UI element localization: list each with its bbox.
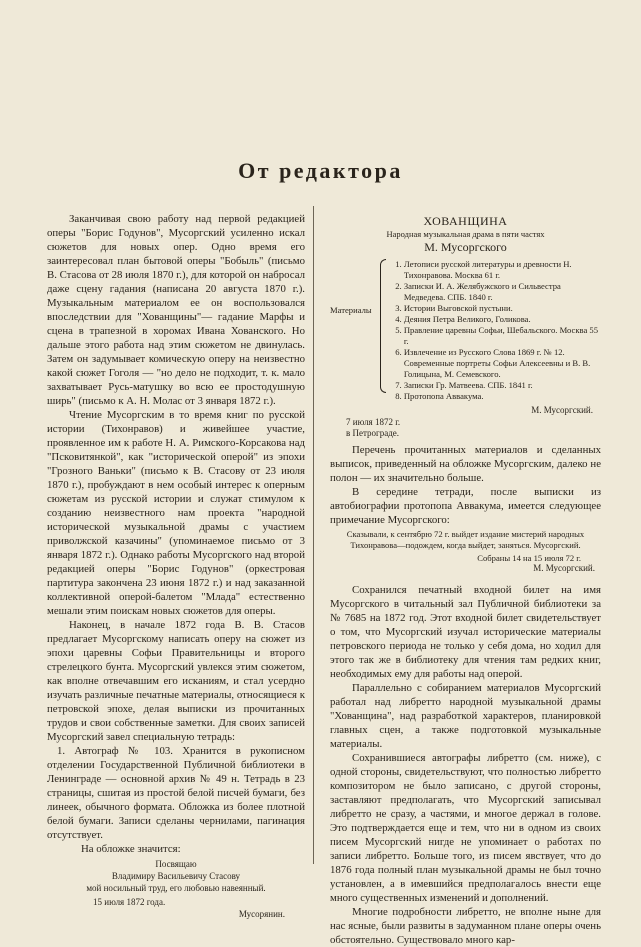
column-divider	[313, 206, 314, 864]
note-date: Собраны 14 на 15 июля 72 г.	[477, 553, 581, 563]
page-title: От редактора	[238, 158, 403, 183]
left-column	[47, 212, 305, 920]
materials-label: Материалы	[330, 305, 372, 315]
cover-date	[330, 417, 601, 439]
paragraph: Сохранившиеся автографы либретто (см. ниже), с одной стороны, свидетельствуют, что полностью либретто композитором не было записано, с другой стороны, заставляют предполагать, что Мусоргский записывал либретто не сразу, а частями, и многое держал в голове. Это подтверждается еще и тем, что ни в одном из своих писем Мусоргский нигде не упоминает о работах по записи либретто. Больше того, из писем явствует, что до 1876 года полный план музыкальной драмы не был точно установлен, а в имевшийся предполагалось внести еще много существенных изменений и дополнений.	[330, 752, 601, 904]
list-item: 5. Правление царевны Софьи, Шебальского. Москва 55 г.	[404, 325, 601, 347]
list-item: 8. Протопопа Аввакума.	[404, 391, 601, 402]
list-item: 6. Извлечение из Русского Слова 1869 г. № 12. Современные портреты Софьи Алексеевны и В. В. Голицына, М. Семевского.	[404, 347, 601, 380]
note-signature: М. Мусоргский.	[533, 563, 595, 573]
paragraph: Параллельно с собиранием материалов Мусоргский работал над либретто народной музыкальной драмы "Хованщина", над разработкой характеров, планировкой главных сцен, а также подготовкой музыкальные материалы.	[330, 682, 601, 750]
cover-place-line: в Петрограде.	[346, 428, 400, 438]
list-item: 2. Записки И. А. Желябужского и Сильвестра Медведева. СПБ. 1840 г.	[404, 281, 601, 303]
paragraph: Чтение Мусоргским в то время книг по русской истории (Тихонравов) и живейшее участие, проявленное им к работе Н. А. Римского-Корсакова над "Псковитянкой", как "исторической оперой" из эпохи "Грозного Ваньки" (письмо к В. Стасову от 23 июля 1870 г.), пробуждают в нем особый интерес к оперным сюжетам из русской истории и служат стимулом к созданию неизвестного нам проекта "народной исторической музыкальной драмы с участием приволжской казачины" (упоминаемое письмо от 3 января 1872 г.). Однако работы Мусоргского над второй редакцией оперы "Борис Годунов" (оркестровая партитура закончена 23 июня 1872 г.) и над заказанной коллективной оперой-балетом "Млада" естественно мешали этим поискам новых сюжетов для оперы.	[47, 409, 305, 617]
paragraph: 1. Автограф № 103. Хранится в рукописном отделении Государственной Публичной библиотеки в Ленинграде — основной архив № 49 н. Тетрадь в 23 страницы, сшитая из простой белой писчей бумаги, без линеек, обычного формата. Обложка из более плотной белой бумаги. Записи сделаны чернилами, пагинация отсутствует.	[47, 745, 305, 841]
cover-author: М. Мусоргского	[424, 240, 507, 254]
paragraph: Сохранился печатный входной билет на имя Мусоргского в читальный зал Публичной библиотеки за № 7685 на 1872 год. Этот входной билет свидетельствует о том, что Мусоргский изучал исторические материалы петровского периода не только у себя дома, но ходил для этого так же в библиотеку для чтения там редких книг, необходимых ему для работы над оперой.	[330, 584, 601, 680]
dedication-signature: Мусорянин.	[238, 909, 285, 919]
dedication-date: 15 июля 1872 года.	[93, 897, 166, 907]
paragraph: Многие подробности либретто, не вполне ныне для нас ясные, были развиты в задуманном плане оперы очень обстоятельно. Существовало много кар-	[330, 906, 601, 946]
list-item: 3. Истории Выговской пустыни.	[404, 303, 601, 314]
dedication-line: Посвящаю	[155, 859, 197, 869]
cover-signature: М. Мусоргский.	[531, 405, 593, 415]
paragraph: На обложке значится:	[81, 843, 181, 855]
paragraph: Заканчивая свою работу над первой редакцией оперы "Борис Годунов", Мусоргский усиленно искал сюжетов для новых опер. Одно время его заинтересовал план бытовой оперы "Бобыль" (письмо В. Стасова от 28 июля 1870 г.), для которой он набросал даже сцену гадания (написана 20 августа 1870 г.). Музыкальным материалом ее он воспользовался впоследствии для "Хованщины"— гадание Марфы и сцена в трапезной в хоромах Ивана Хованского. Но дальше этого работа над этим сюжетом не двинулась. Затем он задумывает комическую оперу на неизвестно какой сюжет Гоголя — "но дело не подходит, т. к. мало захватывает Русь-матушку во всю ее простодушную ширь" (письмо к А. Н. Молас от 3 января 1872 г.).	[47, 213, 305, 407]
cover-subtitle: Народная музыкальная драма в пяти частях	[386, 229, 545, 239]
materials-items	[390, 259, 601, 402]
list-item: 7. Записки Гр. Матвеева. СПБ. 1841 г.	[404, 380, 601, 391]
quoted-note: Сказывали, к сентябрю 72 г. выйдет издание мистерий народных Тихонравова—подождем, когда выйдет, заняться. Мусоргский.	[346, 529, 585, 550]
paragraph: Наконец, в начале 1872 года В. В. Стасов предлагает Мусоргскому написать оперу на сюжет из эпохи царевны Софьи Правительницы и второго стрелецкого бунта. Мусоргский увлекся этим сюжетом, как вполне отвечавшим его исканиям, и стал усердно изучать различные печатные материалы, относящиеся к петровской эпохе, делая выписки из прочитанных трудов и свои собственные заметки. Для своих записей Мусоргский завел специальную тетрадь:	[47, 619, 305, 743]
right-column	[330, 214, 601, 947]
list-item: 4. Деяния Петра Великого, Голикова.	[404, 314, 601, 325]
brace	[380, 259, 386, 393]
cover-title: ХОВАНЩИНА	[423, 214, 508, 228]
dedication-line: Владимиру Васильевичу Стасову	[111, 871, 241, 881]
materials-list	[330, 259, 601, 402]
paragraph: В середине тетради, после выписки из автобиографии протопопа Аввакума, имеется следующее примечание Мусоргского:	[330, 486, 601, 526]
paragraph: Перечень прочитанных материалов и сделанных выписок, приведенный на обложке Мусоргским, далеко не полон — их значительно больше.	[330, 444, 601, 484]
list-item: 1. Летописи русской литературы и древности Н. Тихонравова. Москва 61 г.	[404, 259, 601, 281]
cover-date-line: 7 июля 1872 г.	[346, 417, 401, 427]
dedication	[47, 858, 305, 894]
dedication-line: мой носильный труд, его любовью навеянный.	[86, 883, 266, 893]
